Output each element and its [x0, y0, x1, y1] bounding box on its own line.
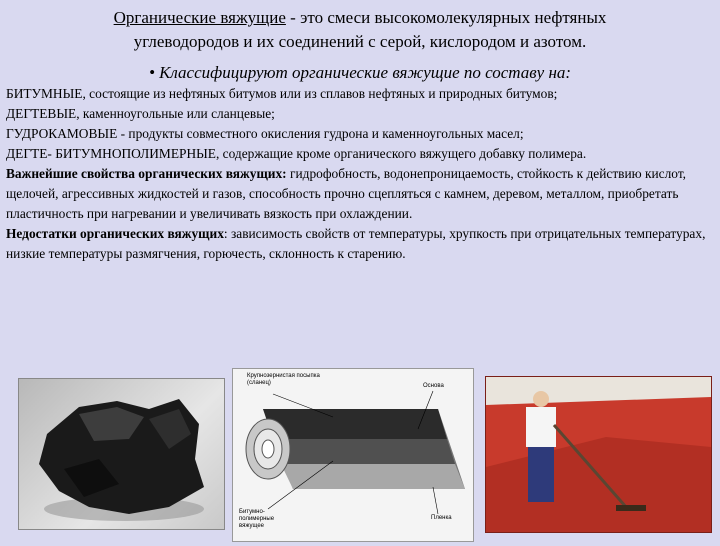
item-text: состоящие из нефтяных битумов или из сплавов нефтяных и природных битумов;: [85, 86, 558, 101]
roofing-material-diagram: [232, 368, 474, 542]
drawbacks-paragraph: [6, 224, 714, 264]
properties-head: Важнейшие свойства органических вяжущих:: [6, 166, 287, 181]
classification-item-tar-bitumen-polymer: [6, 144, 714, 164]
slide-title: [0, 6, 720, 54]
classification-item-gudrokam: [6, 124, 714, 144]
drawbacks-text: : зависимость свойств от температуры, хрупкость при отрицательных температурах, низкие температуры размягчения, горючесть, склонность к старению.: [6, 226, 706, 261]
bitumen-lump-image: [19, 379, 224, 529]
bitumen-lump-photo: [18, 378, 225, 530]
title-definition-line2: углеводородов и их соединений с серой, кислородом и азотом.: [133, 32, 587, 51]
item-head: ДЕГТЕ- БИТУМНОПОЛИМЕРНЫЕ,: [6, 146, 220, 161]
title-term: Органические вяжущие: [113, 8, 286, 27]
classification-heading: • Классифицируют органические вяжущие по составу на:: [148, 63, 572, 82]
illustrations: [0, 368, 720, 540]
properties-text: гидрофобность, водонепроницаемость, стойкость к действию кислот, щелочей, агрессивных жидкостей и газов, способность прочно сцепляться с камнем, деревом, металлом, приобретать пластичность при нагревании и увеличивать вязкость при охлаждении.: [6, 166, 687, 221]
content-body: [6, 84, 714, 264]
item-head: ГУДРОКАМОВЫЕ: [6, 126, 118, 141]
item-head: ДЕГТЕВЫЕ,: [6, 106, 80, 121]
worker-painting-floor-image: [486, 377, 711, 532]
title-definition-line1: - это смеси высокомолекулярных нефтяных: [285, 8, 607, 27]
item-text: каменноугольные или сланцевые;: [79, 106, 275, 121]
item-text: - продукты совместного окисления гудрона и каменноугольных масел;: [117, 126, 524, 141]
item-head: БИТУМНЫЕ,: [6, 86, 86, 101]
classification-item-tar: [6, 104, 714, 124]
label-sand: Крупнозернистая посыпка (сланец): [247, 373, 320, 386]
drawbacks-head: Недостатки органических вяжущих: [6, 226, 224, 241]
label-base: Основа: [423, 383, 444, 389]
floor-coating-photo: [485, 376, 712, 533]
classification-item-bitumen: [6, 84, 714, 104]
item-text: содержащие кроме органического вяжущего добавку полимера.: [219, 146, 587, 161]
label-bitumen-polymer: Битумно-полимерные вяжущее: [239, 509, 275, 529]
properties-paragraph: [6, 164, 714, 224]
label-film: Пленка: [431, 515, 452, 521]
